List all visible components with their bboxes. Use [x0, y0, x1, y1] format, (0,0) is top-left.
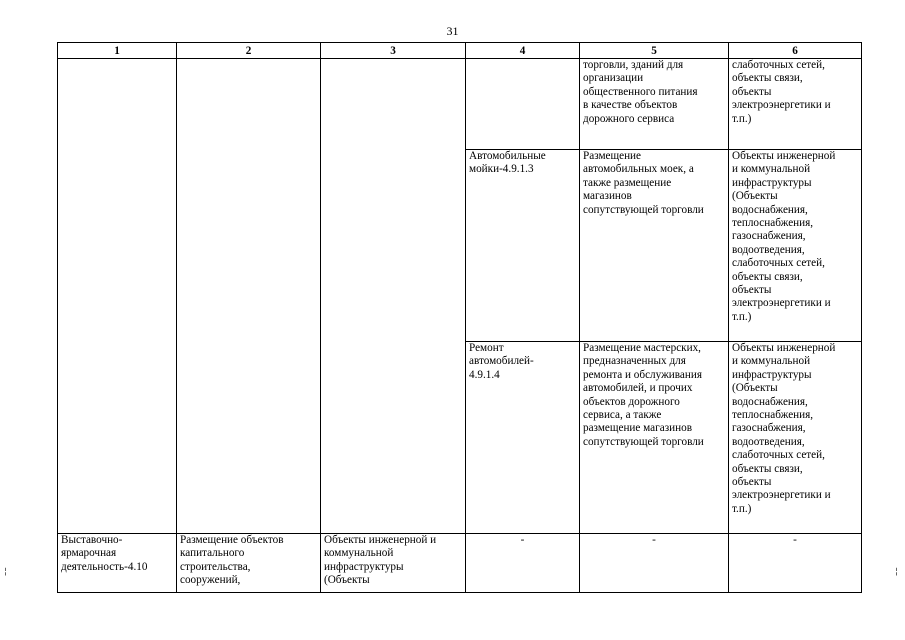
table-row-fair [58, 534, 862, 593]
cell-text: Объекты инженерной и коммунальной инфраструктуры (Объекты [324, 534, 437, 587]
cell-col5-continuation [580, 59, 729, 150]
cell-text: Выставочно- ярмарочная деятельность-4.10 [61, 534, 148, 573]
cell-col4-car-wash [466, 150, 580, 342]
cell-text: Автомобильные мойки-4.9.1.3 [469, 150, 546, 176]
merged-cell-col3 [321, 59, 466, 534]
cell-text: Объекты инженерной и коммунальной инфраструктуры (Объекты водоснабжения, теплоснабжения, газоснабжения, водоотведения, слаботочных сетей, объекты связи, объекты электроэнергетики и т.п.) [732, 150, 836, 323]
column-header-2: 2 [177, 43, 321, 59]
cell-col6-fair: - [729, 534, 862, 593]
table-row-continuation [58, 59, 862, 150]
zoning-table [57, 42, 862, 593]
cell-col1-fair [58, 534, 177, 593]
cell-col3-fair [321, 534, 466, 593]
cell-text: слаботочных сетей, объекты связи, объекты электроэнергетики и т.п.) [732, 59, 831, 125]
cell-text: Ремонт автомобилей- 4.9.1.4 [469, 342, 534, 381]
cell-col2-fair [177, 534, 321, 593]
column-header-5: 5 [580, 43, 729, 59]
cell-text: Размещение объектов капитального строительства, сооружений, [180, 534, 284, 587]
right-margin-mark: ¦ [895, 567, 899, 577]
cell-col6-car-repair [729, 342, 862, 534]
page-number: 31 [446, 24, 459, 38]
column-header-1: 1 [58, 43, 177, 59]
column-header-3: 3 [321, 43, 466, 59]
left-margin-mark: ¦ [4, 567, 8, 577]
cell-text: Объекты инженерной и коммунальной инфраструктуры (Объекты водоснабжения, теплоснабжения, газоснабжения, водоотведения, слаботочных сетей, объекты связи, объекты электроэнергетики и т.п.) [732, 342, 836, 515]
merged-cell-col2 [177, 59, 321, 534]
column-header-6: 6 [729, 43, 862, 59]
cell-text: Размещение автомобильных моек, а также размещение магазинов сопутствующей торговли [583, 150, 704, 216]
merged-cell-col1 [58, 59, 177, 534]
column-header-4: 4 [466, 43, 580, 59]
cell-col4-continuation [466, 59, 580, 150]
cell-col6-continuation [729, 59, 862, 150]
header-row [58, 43, 862, 59]
cell-col6-car-wash [729, 150, 862, 342]
cell-col5-car-wash [580, 150, 729, 342]
cell-col4-fair: - [466, 534, 580, 593]
cell-text: Размещение мастерских, предназначенных для ремонта и обслуживания автомобилей, и прочих объектов дорожного сервиса, а также размещение магазинов сопутствующей торговли [583, 342, 704, 448]
cell-col5-fair: - [580, 534, 729, 593]
cell-col5-car-repair [580, 342, 729, 534]
cell-text: торговли, зданий для организации общественного питания в качестве объектов дорожного сервиса [583, 59, 698, 125]
cell-col4-car-repair [466, 342, 580, 534]
